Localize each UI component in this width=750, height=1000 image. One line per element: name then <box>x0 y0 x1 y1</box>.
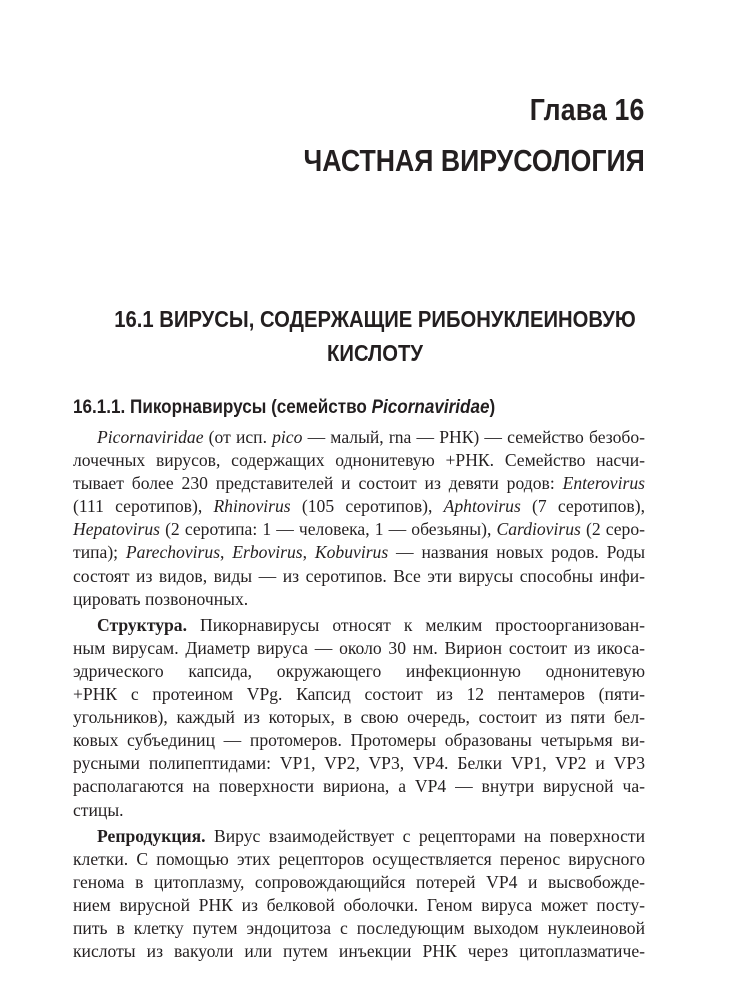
paragraph-line: (111 серотипов), Rhinovirus (105 серотипов), Aphtovirus (7 серотипов), <box>73 496 645 517</box>
reproduction-heading: Репродукция. <box>97 825 206 846</box>
paragraph-reproduction <box>73 825 645 964</box>
paragraph-line: лочечных вирусов, содержащих однонитевую +РНК. Семейство насчи- <box>73 450 645 471</box>
subsection-title <box>73 397 495 419</box>
paragraph-line: пить в клетку путем эндоцитоза с последующим выходом нуклеиновой <box>73 917 645 938</box>
paragraph-line: ным вирусам. Диаметр вируса — около 30 нм. Вирион состоит из икоса- <box>73 637 645 658</box>
paragraph-line: Структура. Пикорнавирусы относят к мелким простоорганизован- <box>97 614 645 635</box>
paragraph-intro <box>73 426 645 611</box>
paragraph-line: клетки. С помощью этих рецепторов осуществляется перенос вирусного <box>73 848 645 869</box>
paragraph-structure <box>73 614 645 822</box>
paragraph-line: нием вирусной РНК из белковой оболочки. Геном вируса может посту- <box>73 894 645 915</box>
paragraph-line: Hepatovirus (2 серотипа: 1 — человека, 1 — обезьяны), Cardiovirus (2 серо- <box>73 519 645 540</box>
structure-heading: Структура. <box>97 614 188 635</box>
section-title-line-1: 16.1 ВИРУСЫ, СОДЕРЖАЩИЕ РИБОНУКЛЕИНОВУЮ <box>114 306 636 332</box>
subsection-title-suffix: ) <box>489 397 496 418</box>
body-text <box>73 426 645 963</box>
paragraph-line: русными полипептидами: VP1, VP2, VP3, VP4. Белки VP1, VP2 и VP3 <box>73 753 645 774</box>
section-title <box>0 302 750 370</box>
paragraph-line: стицы. <box>73 799 124 820</box>
paragraph-line: ковых субъединиц — протомеров. Протомеры образованы четырьмя ви- <box>73 730 645 751</box>
paragraph-line: угольников), каждый из которых, в свою очередь, состоит из пяти бел- <box>73 707 645 728</box>
subsection-title-prefix: 16.1.1. Пикорнавирусы (семейство <box>73 397 372 418</box>
section-title-line-2: КИСЛОТУ <box>327 340 423 366</box>
paragraph-line: типа); Parechovirus, Erbovirus, Kobuvirus — названия новых родов. Роды <box>73 542 646 563</box>
paragraph-line: Picornaviridae (от исп. pico — малый, rna — РНК) — семейство безобо- <box>97 427 645 447</box>
paragraph-line: цировать позвоночных. <box>73 588 249 609</box>
chapter-title: ЧАСТНАЯ ВИРУСОЛОГИЯ <box>303 143 645 178</box>
paragraph-line: кислоты из вакуоли или путем инъекции РНК через цитоплазматиче- <box>73 941 645 962</box>
chapter-label: Глава 16 <box>530 92 645 127</box>
paragraph-line: располагаются на поверхности вириона, а VP4 — внутри вирусной ча- <box>73 776 645 797</box>
paragraph-line: генома в цитоплазму, сопровождающийся потерей VP4 и высвобожде- <box>73 871 645 892</box>
subsection-title-family: Picornaviridae <box>371 397 490 418</box>
paragraph-line: эдрического капсида, окружающего инфекционную однонитевую <box>73 660 645 681</box>
paragraph-line: тывает более 230 представителей и состоит из девяти родов: Enterovirus <box>73 473 645 494</box>
paragraph-line: Репродукция. Вирус взаимодействует с рецепторами на поверхности <box>97 825 645 846</box>
paragraph-line: +РНК с протеином VPg. Капсид состоит из 12 пентамеров (пяти- <box>73 684 645 705</box>
paragraph-line: состоят из видов, виды — из серотипов. Все эти вирусы способны инфи- <box>73 565 645 586</box>
